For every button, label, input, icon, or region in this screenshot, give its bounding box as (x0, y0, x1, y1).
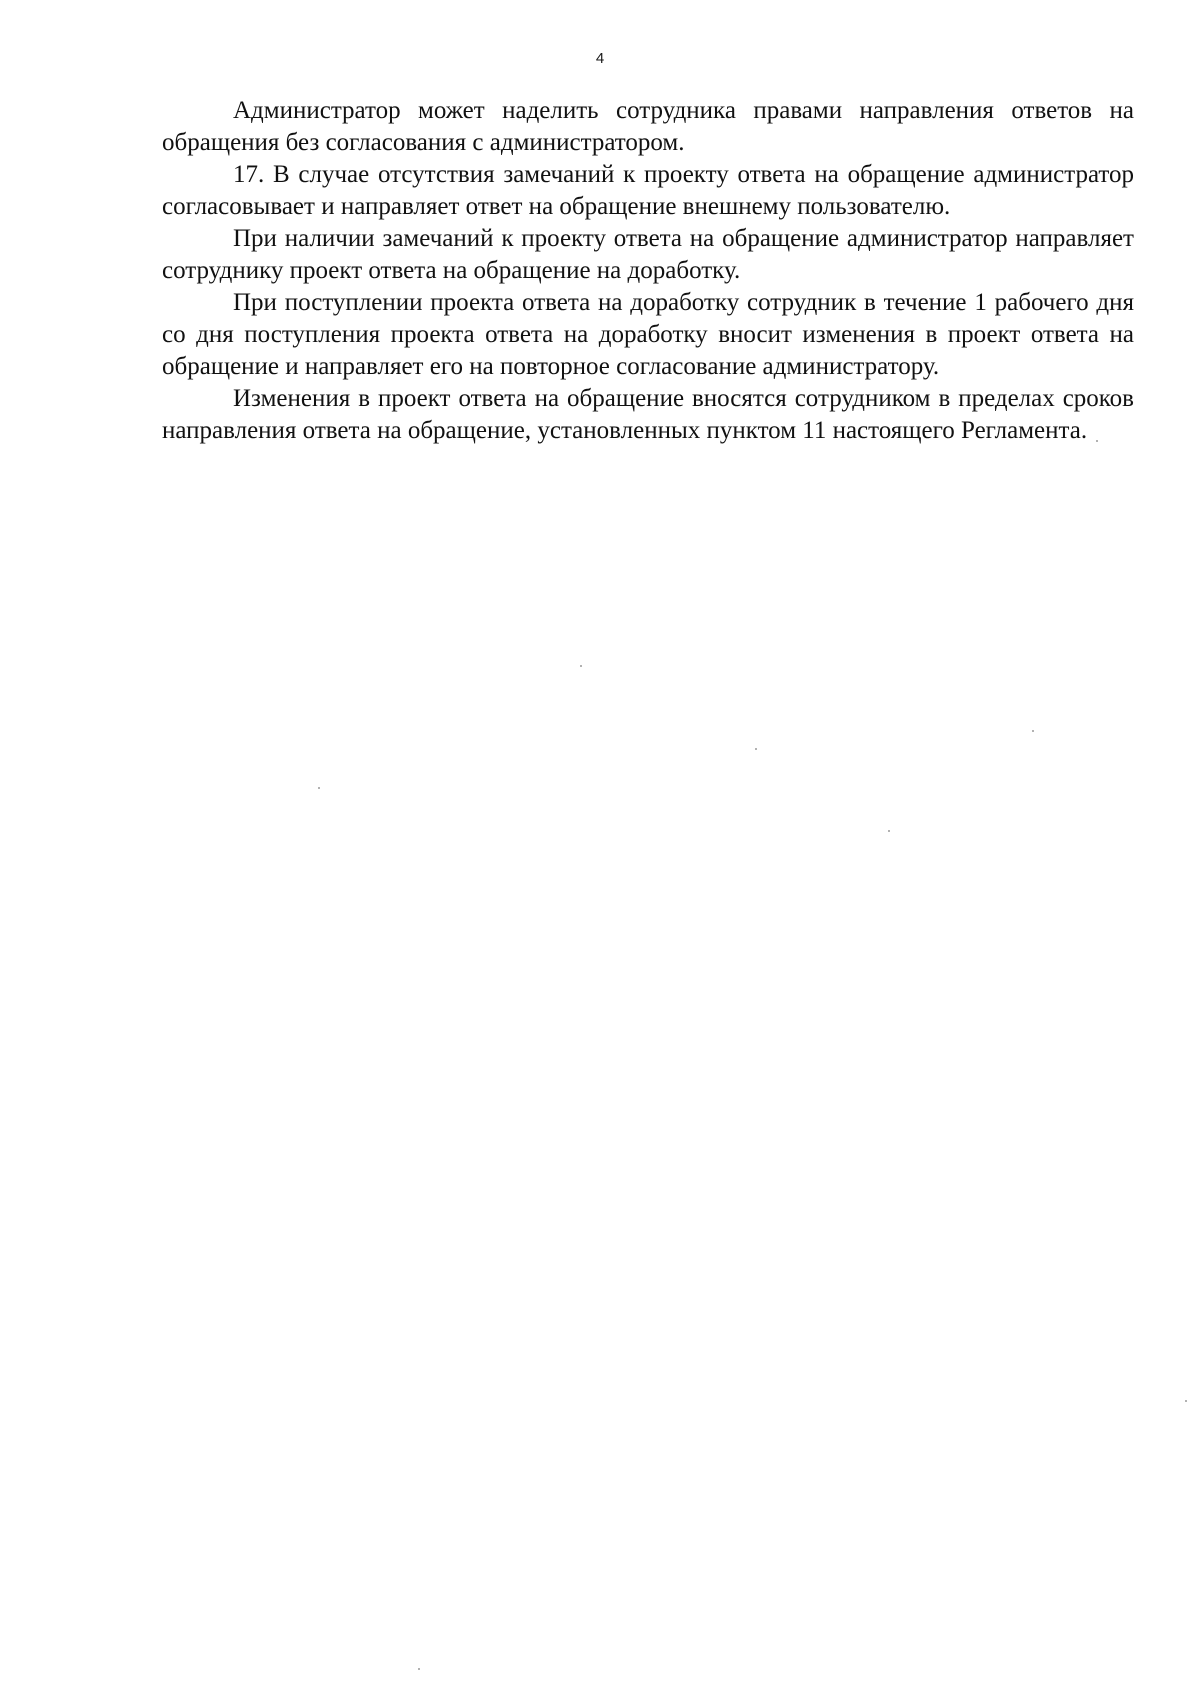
scan-speck (1096, 440, 1098, 442)
scan-speck (1185, 1400, 1187, 1402)
document-body (162, 95, 1134, 447)
scan-speck (580, 665, 582, 667)
paragraph-administrator-rights: Администратор может наделить сотрудника правами направления ответов на обращения без согласования с администратором. (162, 97, 1134, 156)
scan-speck (888, 830, 890, 832)
paragraph-remarks: При наличии замечаний к проекту ответа на обращение администратор направляет сотруднику проект ответа на обращение на доработку. (162, 225, 1134, 284)
scan-speck (318, 787, 320, 789)
scan-speck (1032, 730, 1034, 732)
page-number: 4 (595, 50, 605, 67)
paragraph-deadlines: Изменения в проект ответа на обращение вносятся сотрудником в пределах сроков направления ответа на обращение, установленных пунктом 11 настоящего Регламента. (162, 385, 1134, 444)
paragraph-item-17: 17. В случае отсутствия замечаний к проекту ответа на обращение администратор согласовывает и направляет ответ на обращение внешнему пользователю. (162, 161, 1134, 220)
scan-speck (418, 1668, 420, 1670)
scan-speck (755, 748, 757, 750)
paragraph-revision: При поступлении проекта ответа на доработку сотрудник в течение 1 рабочего дня со дня поступления проекта ответа на доработку вносит изменения в проект ответа на обращение и направляет его на повторное согласование администратору. (162, 289, 1134, 380)
